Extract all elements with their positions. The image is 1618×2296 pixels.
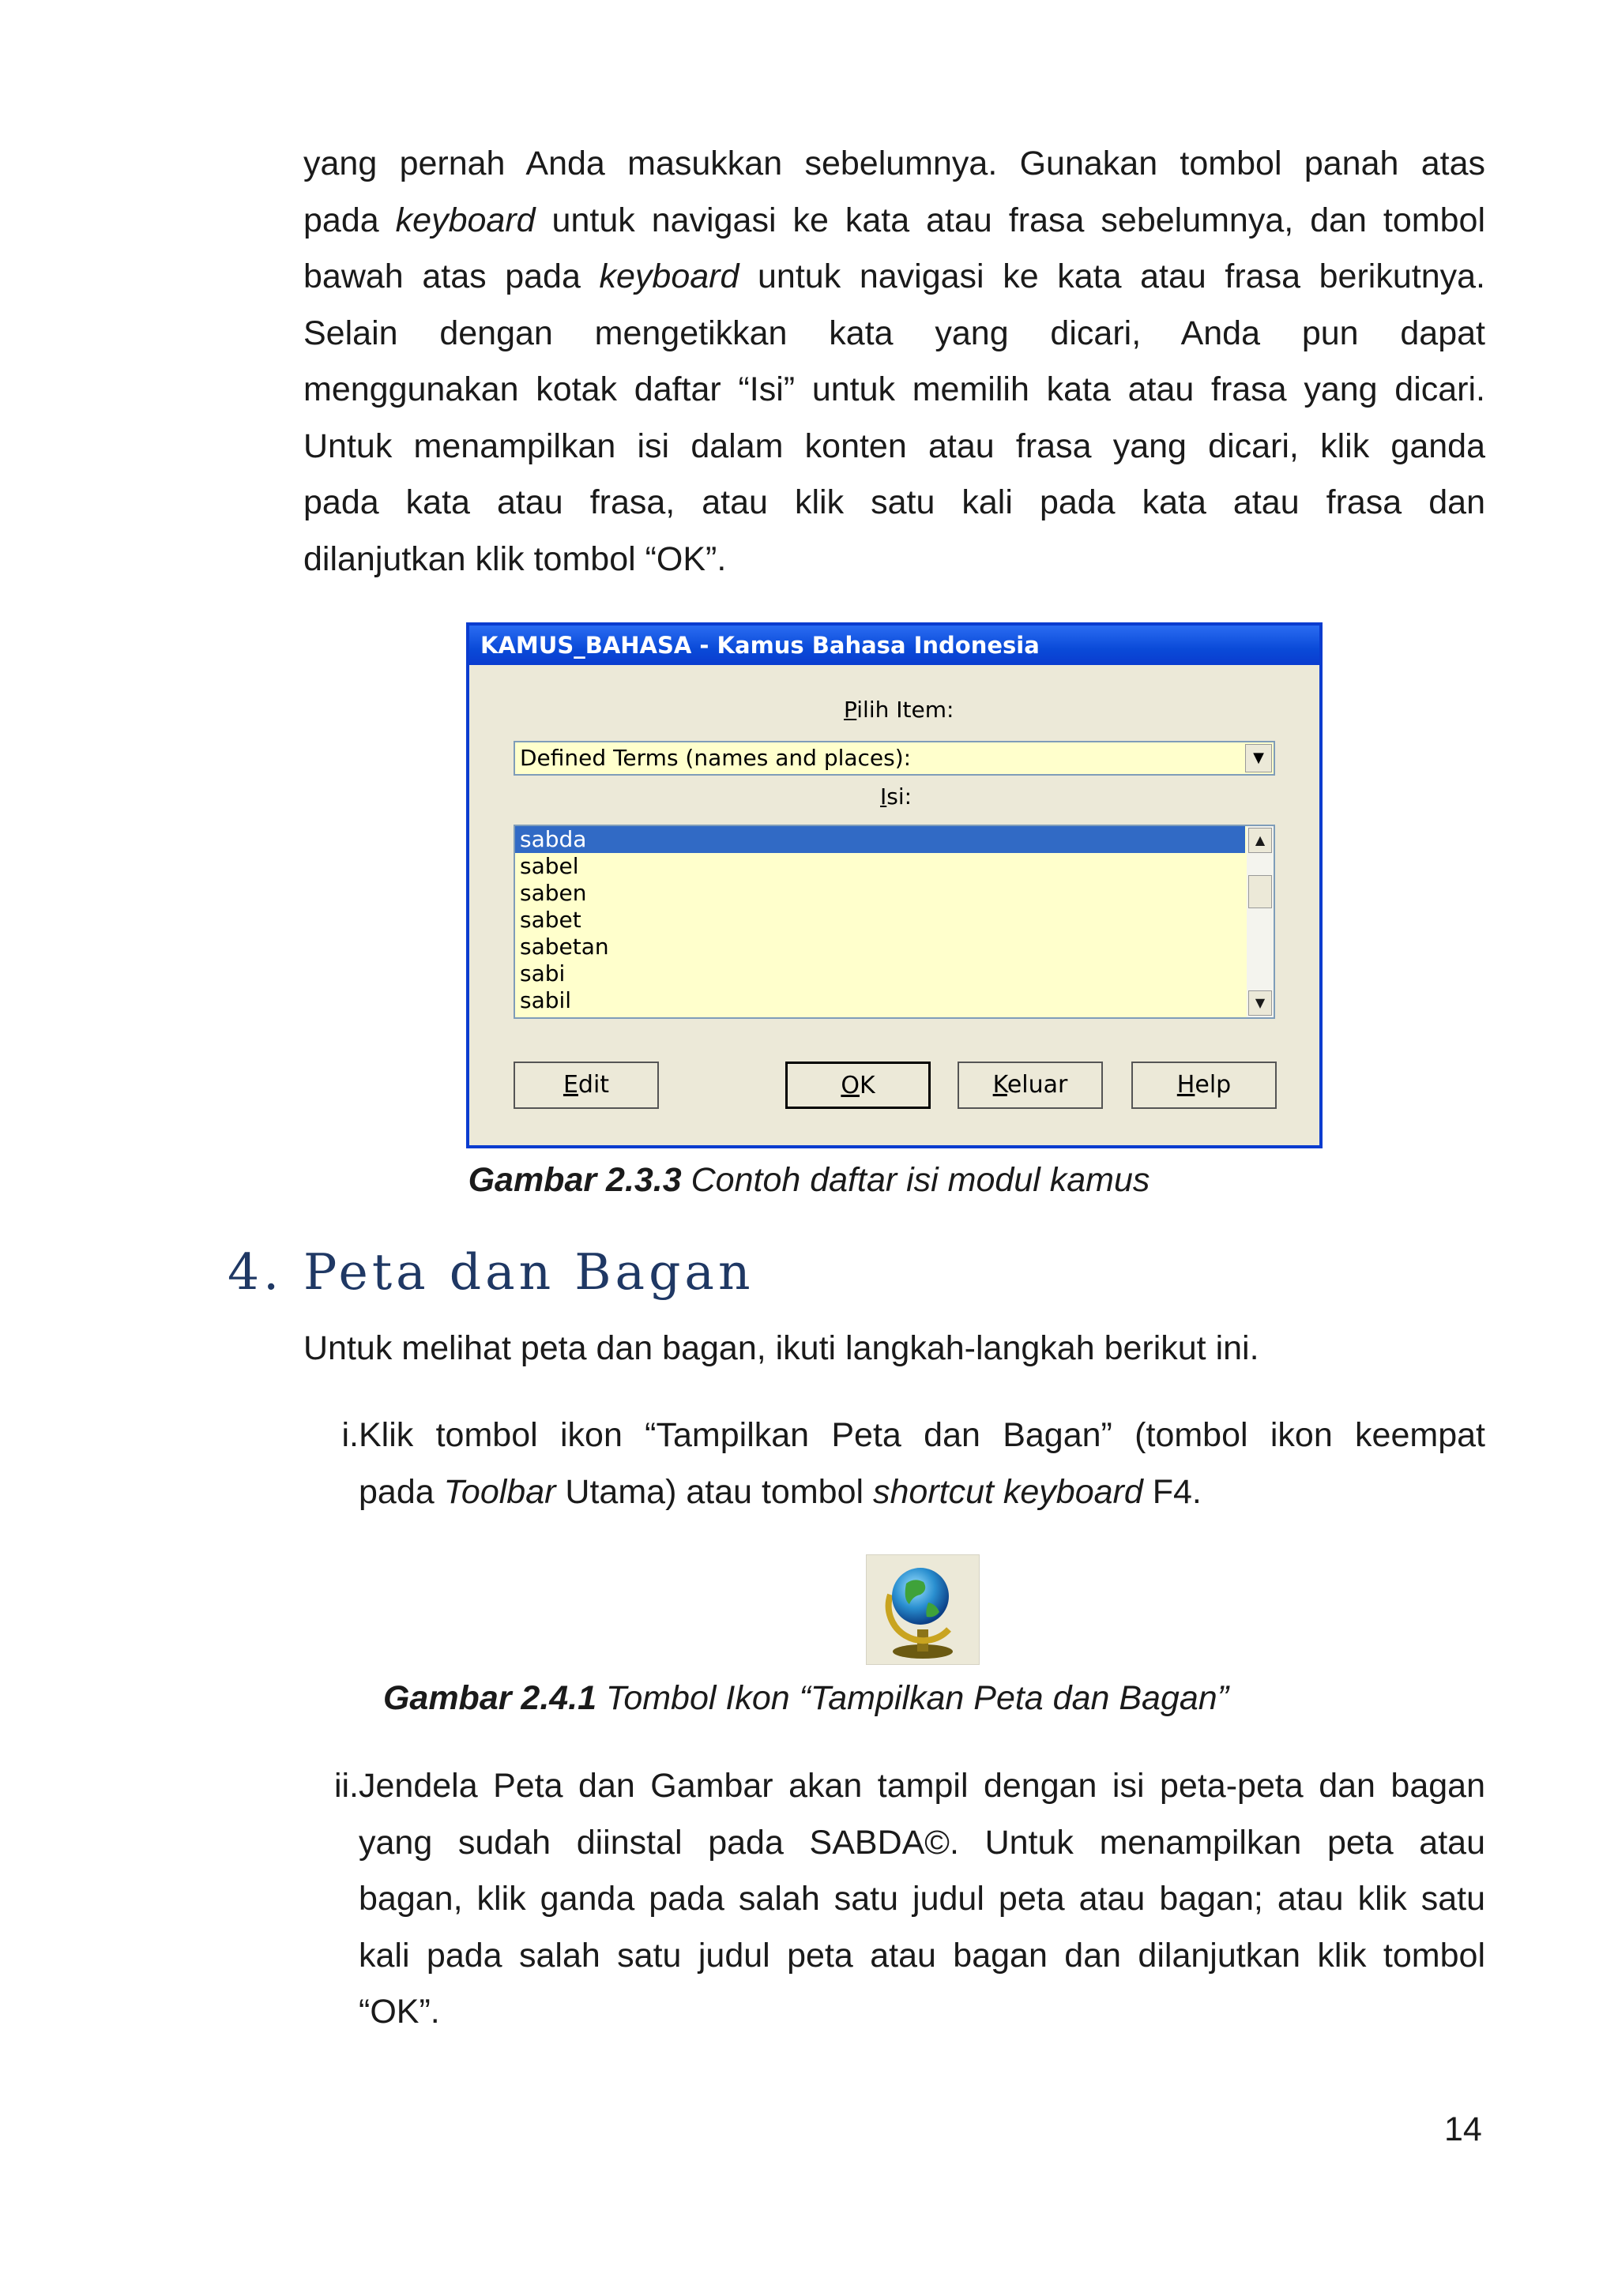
isi-listbox[interactable] [514, 825, 1275, 1019]
scroll-up-icon[interactable]: ▲ [1248, 828, 1272, 853]
figure-caption: Gambar 2.4.1 Tombol Ikon “Tampilkan Peta dan Bagan” [382, 1679, 1229, 1717]
chevron-down-icon[interactable]: ▼ [1245, 744, 1272, 772]
item-line: “OK”. [359, 1993, 440, 2031]
item-select-value: Defined Terms (names and places): [520, 745, 912, 771]
intro-line: pada kata atau frasa, atau klik satu kali pada kata atau frasa dan [303, 483, 1485, 521]
list-item[interactable]: sabetan [520, 934, 609, 960]
figure-caption: Gambar 2.3.3 Contoh daftar isi modul kamus [468, 1161, 1150, 1199]
list-item[interactable]: saben [520, 880, 587, 906]
list-item-ii [303, 1758, 1485, 2058]
kamus-dialog [466, 622, 1323, 1148]
intro-line: pada keyboard untuk navigasi ke kata atau frasa sebelumnya, dan tombol [303, 201, 1485, 239]
list-scrollbar[interactable] [1247, 826, 1274, 1017]
scroll-thumb[interactable] [1248, 875, 1272, 908]
ok-button[interactable]: OK [785, 1062, 931, 1109]
list-item[interactable]: sabet [520, 907, 581, 933]
item-line: kali pada salah satu judul peta atau bagan dan dilanjutkan klik tombol [359, 1936, 1485, 1975]
section-intro: Untuk melihat peta dan bagan, ikuti langkah-langkah berikut ini. [303, 1329, 1259, 1367]
intro-line: yang pernah Anda masukkan sebelumnya. Gunakan tombol panah atas [303, 145, 1485, 182]
isi-label: Isi: [880, 783, 912, 810]
dialog-title: KAMUS_BAHASA - Kamus Bahasa Indonesia [469, 626, 1319, 665]
list-item[interactable]: sabil [520, 987, 572, 1013]
list-item-i [303, 1407, 1485, 1526]
item-select[interactable] [514, 741, 1275, 776]
page-number: 14 [1444, 2110, 1482, 2148]
item-line: bagan, klik ganda pada salah satu judul peta atau bagan; atau klik satu [359, 1880, 1485, 1918]
list-marker: i. [341, 1416, 359, 1454]
item-line: pada Toolbar Utama) atau tombol shortcut keyboard F4. [359, 1472, 1202, 1511]
section-heading: 4. Peta dan Bagan [228, 1243, 754, 1301]
pilih-item-label: Pilih Item: [844, 697, 954, 723]
list-item[interactable]: sabel [520, 853, 579, 879]
keluar-button[interactable]: Keluar [958, 1062, 1103, 1109]
item-line: yang sudah diinstal pada SABDA©. Untuk menampilkan peta atau [359, 1823, 1485, 1862]
list-item[interactable]: sabi [520, 960, 566, 986]
scroll-down-icon[interactable]: ▼ [1248, 990, 1272, 1016]
item-line: Jendela Peta dan Gambar akan tampil dengan isi peta-peta dan bagan [359, 1767, 1485, 1805]
intro-paragraph [303, 136, 1485, 588]
intro-line: Untuk menampilkan isi dalam konten atau frasa yang dicari, klik ganda [303, 427, 1485, 465]
globe-icon [866, 1554, 980, 1665]
intro-line: Selain dengan mengetikkan kata yang dicari, Anda pun dapat [303, 314, 1485, 352]
edit-button[interactable]: Edit [514, 1062, 659, 1109]
intro-line: bawah atas pada keyboard untuk navigasi ke kata atau frasa berikutnya. [303, 257, 1485, 295]
intro-line: menggunakan kotak daftar “Isi” untuk memilih kata atau frasa yang dicari. [303, 370, 1485, 408]
help-button[interactable]: Help [1131, 1062, 1277, 1109]
list-marker: ii. [333, 1767, 359, 1805]
item-line: Klik tombol ikon “Tampilkan Peta dan Bagan” (tombol ikon keempat [359, 1416, 1485, 1454]
intro-line: dilanjutkan klik tombol “OK”. [303, 539, 727, 578]
list-item[interactable]: sabda [515, 826, 1245, 853]
